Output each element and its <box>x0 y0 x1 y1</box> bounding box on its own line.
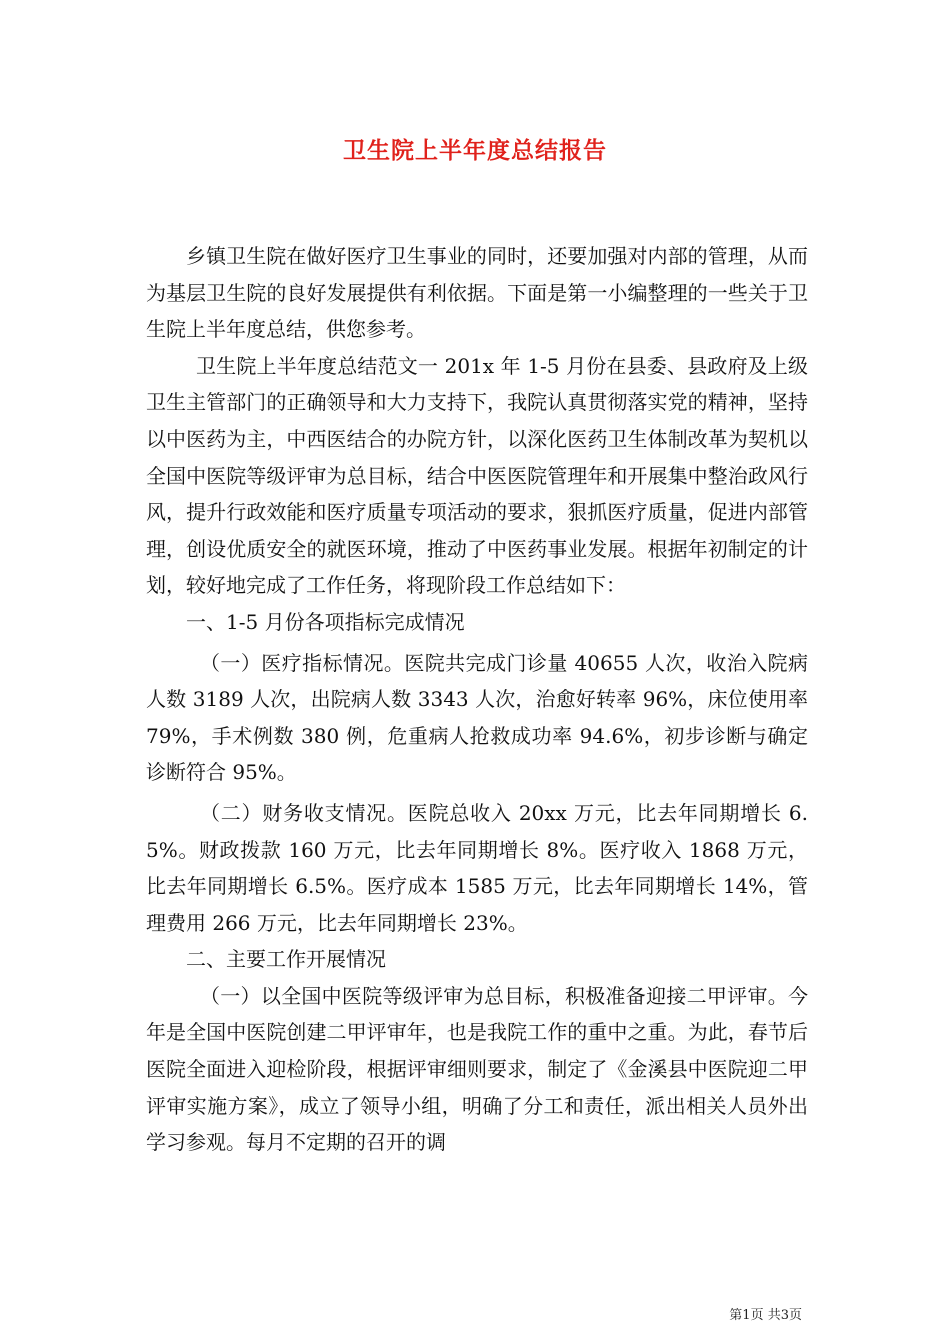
document-body <box>146 238 808 1161</box>
section-heading-work: 二、主要工作开展情况 <box>186 947 386 972</box>
summary-paragraph: 卫生院上半年度总结范文一 201x 年 1-5 月份在县委、县政府及上级卫生主管部门的正确领导和大力支持下，我院认真贯彻落实党的精神，坚持以中医药为主，中西医结合的办院方针，以深化医药卫生体制改革为契机以全国中医院等级评审为总目标，结合中医医院管理年和开展集中整治政风行风，提升行政效能和医疗质量专项活动的要求，狠抓医疗质量，促进内部管理，创设优质安全的就医环境，推动了中医药事业发展。根据年初制定的计划，较好地完成了工作任务，将现阶段工作总结如下： <box>146 353 808 598</box>
footer-total-pages: 3 <box>780 1308 789 1323</box>
footer-suffix: 页 <box>788 1308 802 1323</box>
intro-paragraph: 乡镇卫生院在做好医疗卫生事业的同时，还要加强对内部的管理，从而为基层卫生院的良好发展提供有利依据。下面是第一小编整理的一些关于卫生院上半年度总结，供您参考。 <box>146 244 808 342</box>
section-heading-indicators: 一、1-5 月份各项指标完成情况 <box>186 609 465 634</box>
document-title: 卫生院上半年度总结报告 <box>343 137 607 164</box>
finance-paragraph: （二）财务收支情况。医院总收入 20xx 万元，比去年同期增长 6.5%。财政拨款 160 万元，比去年同期增长 8%。医疗收入 1868 万元，比去年同期增长 6.5%。医疗成本 1585 万元，比去年同期增长 14%，管理费用 266 万元，比去年同期增长 23%。 <box>146 800 808 935</box>
footer-current-page: 1 <box>742 1308 751 1323</box>
medical-indicators-paragraph: （一）医疗指标情况。医院共完成门诊量 40655 人次，收治入院病人数 3189 人次，出院病人数 3343 人次，治愈好转率 96%，床位使用率 79%，手术例数 380 例，危重病人抢救成功率 94.6%，初步诊断与确定诊断符合 95%。 <box>146 650 808 785</box>
footer-mid: 页 共 <box>750 1308 781 1323</box>
page-number-footer <box>729 1304 802 1323</box>
evaluation-paragraph: （一）以全国中医院等级评审为总目标，积极准备迎接二甲评审。今年是全国中医院创建二甲评审年，也是我院工作的重中之重。为此，春节后医院全面进入迎检阶段，根据评审细则要求，制定了《金溪县中医院迎二甲评审实施方案》，成立了领导小组，明确了分工和责任，派出相关人员外出学习参观。每月不定期的召开的调 <box>146 983 808 1155</box>
footer-prefix: 第 <box>729 1308 743 1323</box>
